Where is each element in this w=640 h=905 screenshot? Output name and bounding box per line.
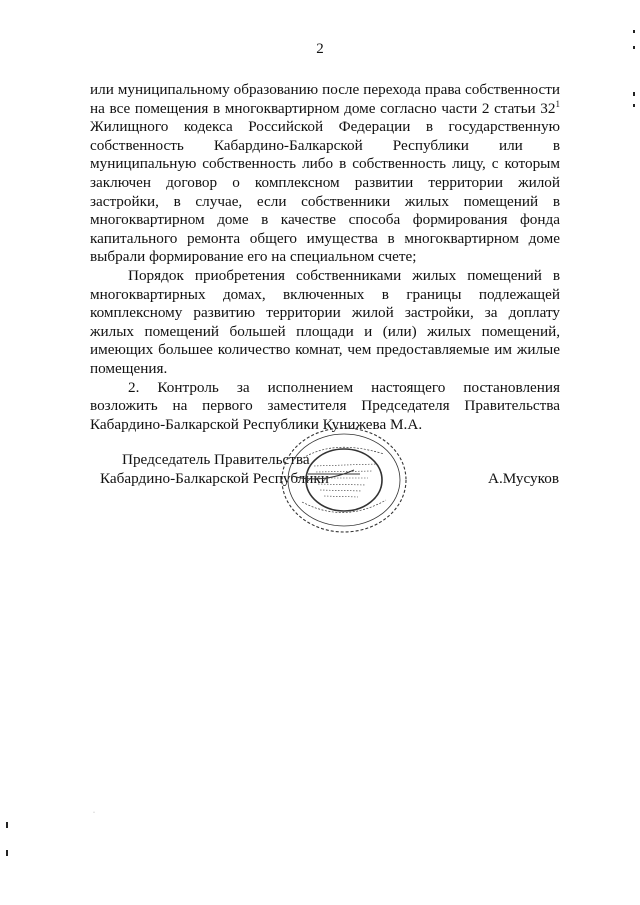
edge-mark (633, 104, 635, 107)
document-body (90, 81, 560, 434)
edge-mark (633, 46, 635, 49)
paragraph-1-text: или муниципальному образованию после перехода права собственности на все помещения в многоквартирном доме согласно части 2 статьи 32 (90, 81, 560, 117)
signatory-title-line-2: Кабардино-Балкарской Республики (100, 470, 329, 487)
scan-speck-icon: · (93, 810, 95, 816)
signatory-title-line-1: Председатель Правительства (122, 451, 310, 468)
edge-mark (6, 822, 8, 828)
edge-mark (6, 850, 8, 856)
edge-mark (633, 92, 635, 96)
article-superscript: 1 (555, 98, 560, 109)
round-official-seal-icon (272, 420, 422, 540)
page-number: 2 (316, 41, 324, 57)
edge-mark (633, 30, 635, 33)
paragraph-1-text-cont: Жилищного кодекса Российской Федерации в государственную собственность Кабардино-Балкарской Республики или в муниципальную собственность либо в собственность лицу, с которым заключен договор о комплексном развитии территории жилой застройки, в случае, если собственники жилых помещений в многоквартирном доме в качестве способа формирования фонда капитального ремонта общего имущества в многоквартирном доме выбрали формирование его на специальном счете; (90, 118, 560, 266)
paragraph-1 (90, 81, 560, 267)
paragraph-3: 2. Контроль за исполнением настоящего постановления возложить на первого заместителя Председателя Правительства Кабардино-Балкарской Республики Кунижева М.А. (90, 378, 560, 433)
paragraph-2: Порядок приобретения собственниками жилых помещений в многоквартирных домах, включенных в границы подлежащей комплексному развитию территории жилой застройки, за доплату жилых помещений большей площади и (или) жилых помещений, имеющих большее количество комнат, чем предоставляемые им жилые помещения. (90, 266, 560, 377)
signatory-name: А.Мусуков (488, 470, 559, 487)
